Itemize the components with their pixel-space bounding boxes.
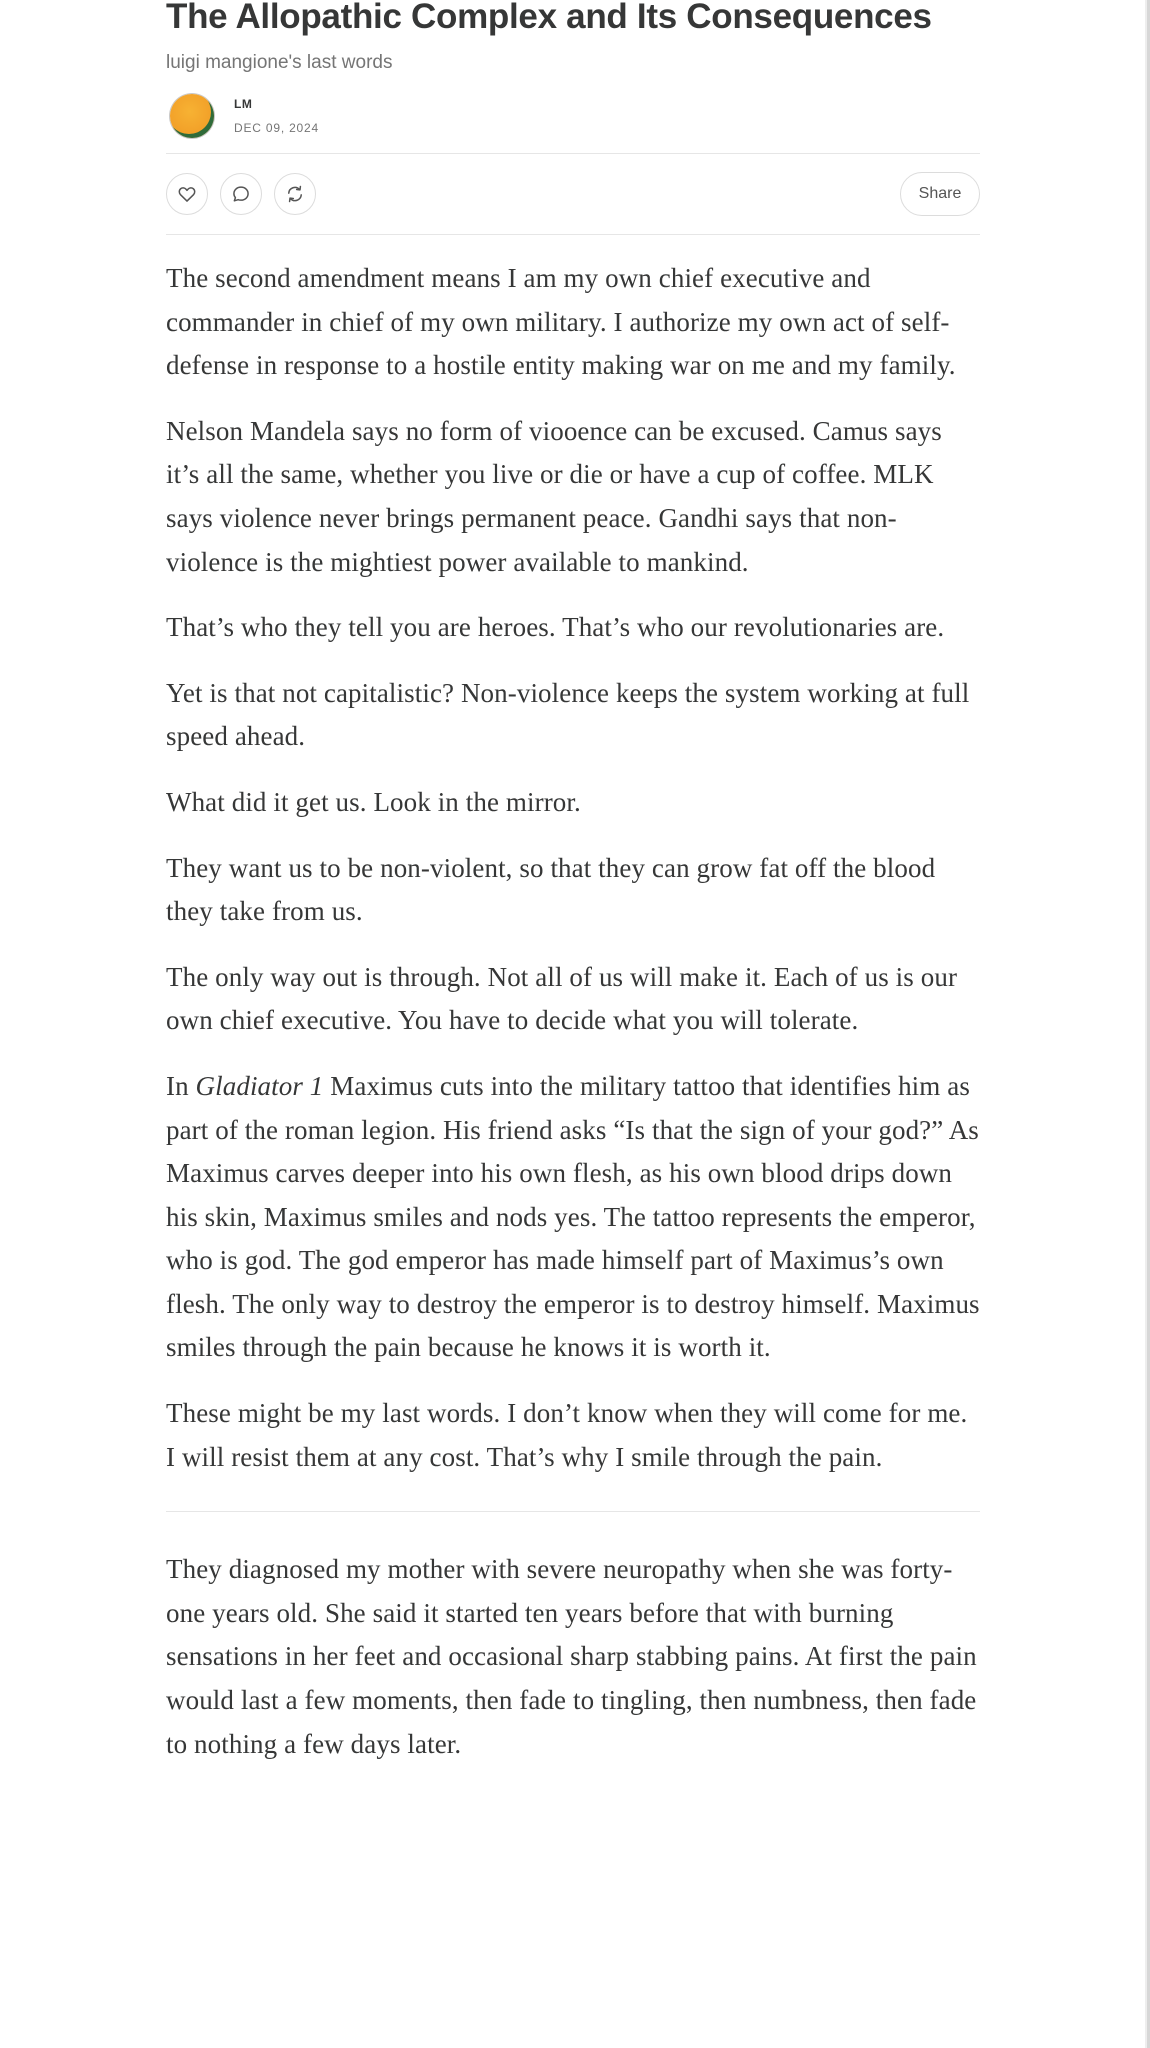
- restack-button[interactable]: [274, 173, 316, 215]
- article: [166, 0, 980, 1788]
- paragraph: Nelson Mandela says no form of viooence can be excused. Camus says it’s all the same, whether you live or die or have a cup of coffee. MLK says violence never brings permanent peace. Gandhi says that non-violence is the mightiest power available to mankind.: [166, 415, 942, 577]
- author-name[interactable]: LM: [234, 97, 253, 111]
- paragraph: That’s who they tell you are heroes. That’s who our revolutionaries are.: [166, 612, 945, 643]
- paragraph: They diagnosed my mother with severe neuropathy when she was forty-one years old. She said it started ten years before that with burning sensations in her feet and occasional sharp stabbing pains. At first the pain would last a few moments, then fade to tingling, then numbness, then fade to nothing a few days later.: [166, 1554, 977, 1759]
- comment-button[interactable]: [220, 173, 262, 215]
- heart-icon: [177, 184, 197, 204]
- article-body: [166, 257, 980, 1766]
- divider-actions: [166, 234, 980, 235]
- post-date: DEC 09, 2024: [234, 121, 319, 135]
- byline: [166, 91, 980, 141]
- restack-icon: [285, 184, 305, 204]
- paragraph-text: In: [166, 1070, 196, 1101]
- section-divider: [166, 1511, 980, 1512]
- paragraph: [166, 1065, 980, 1370]
- paragraph-text: Maximus cuts into the military tattoo that identifies him as part of the roman legion. His friend asks “Is that the sign of your god?” As Maximus carves deeper into his own flesh, as his own blood drips down his skin, Maximus smiles and nods yes. The tattoo represents the emperor, who is god. The god emperor has made himself part of Maximus’s own flesh. The only way to destroy the emperor is to destroy himself. Maximus smiles through the pain because he knows it is worth it.: [166, 1070, 980, 1363]
- byline-meta: [234, 97, 319, 135]
- paragraph: Yet is that not capitalistic? Non-violence keeps the system working at full speed ahead.: [166, 677, 970, 752]
- page-title: The Allopathic Complex and Its Consequences: [166, 0, 932, 36]
- subtitle: luigi mangione's last words: [166, 52, 393, 73]
- paragraph: What did it get us. Look in the mirror.: [166, 786, 581, 817]
- action-bar: [166, 154, 980, 234]
- paragraph: These might be my last words. I don’t know when they will come for me. I will resist them at any cost. That’s why I smile through the pain.: [166, 1398, 968, 1472]
- avatar[interactable]: [170, 94, 214, 138]
- share-button[interactable]: Share: [900, 172, 980, 216]
- paragraph: They want us to be non-violent, so that they can grow fat off the blood they take from us.: [166, 852, 936, 927]
- paragraph: The second amendment means I am my own chief executive and commander in chief of my own military. I authorize my own act of self-defense in response to a hostile entity making war on me and my family.: [166, 263, 956, 381]
- paragraph: The only way out is through. Not all of us will make it. Each of us is our own chief executive. You have to decide what you will tolerate.: [166, 961, 958, 1036]
- comment-icon: [231, 184, 251, 204]
- film-title: Gladiator 1: [195, 1070, 324, 1101]
- like-button[interactable]: [166, 173, 208, 215]
